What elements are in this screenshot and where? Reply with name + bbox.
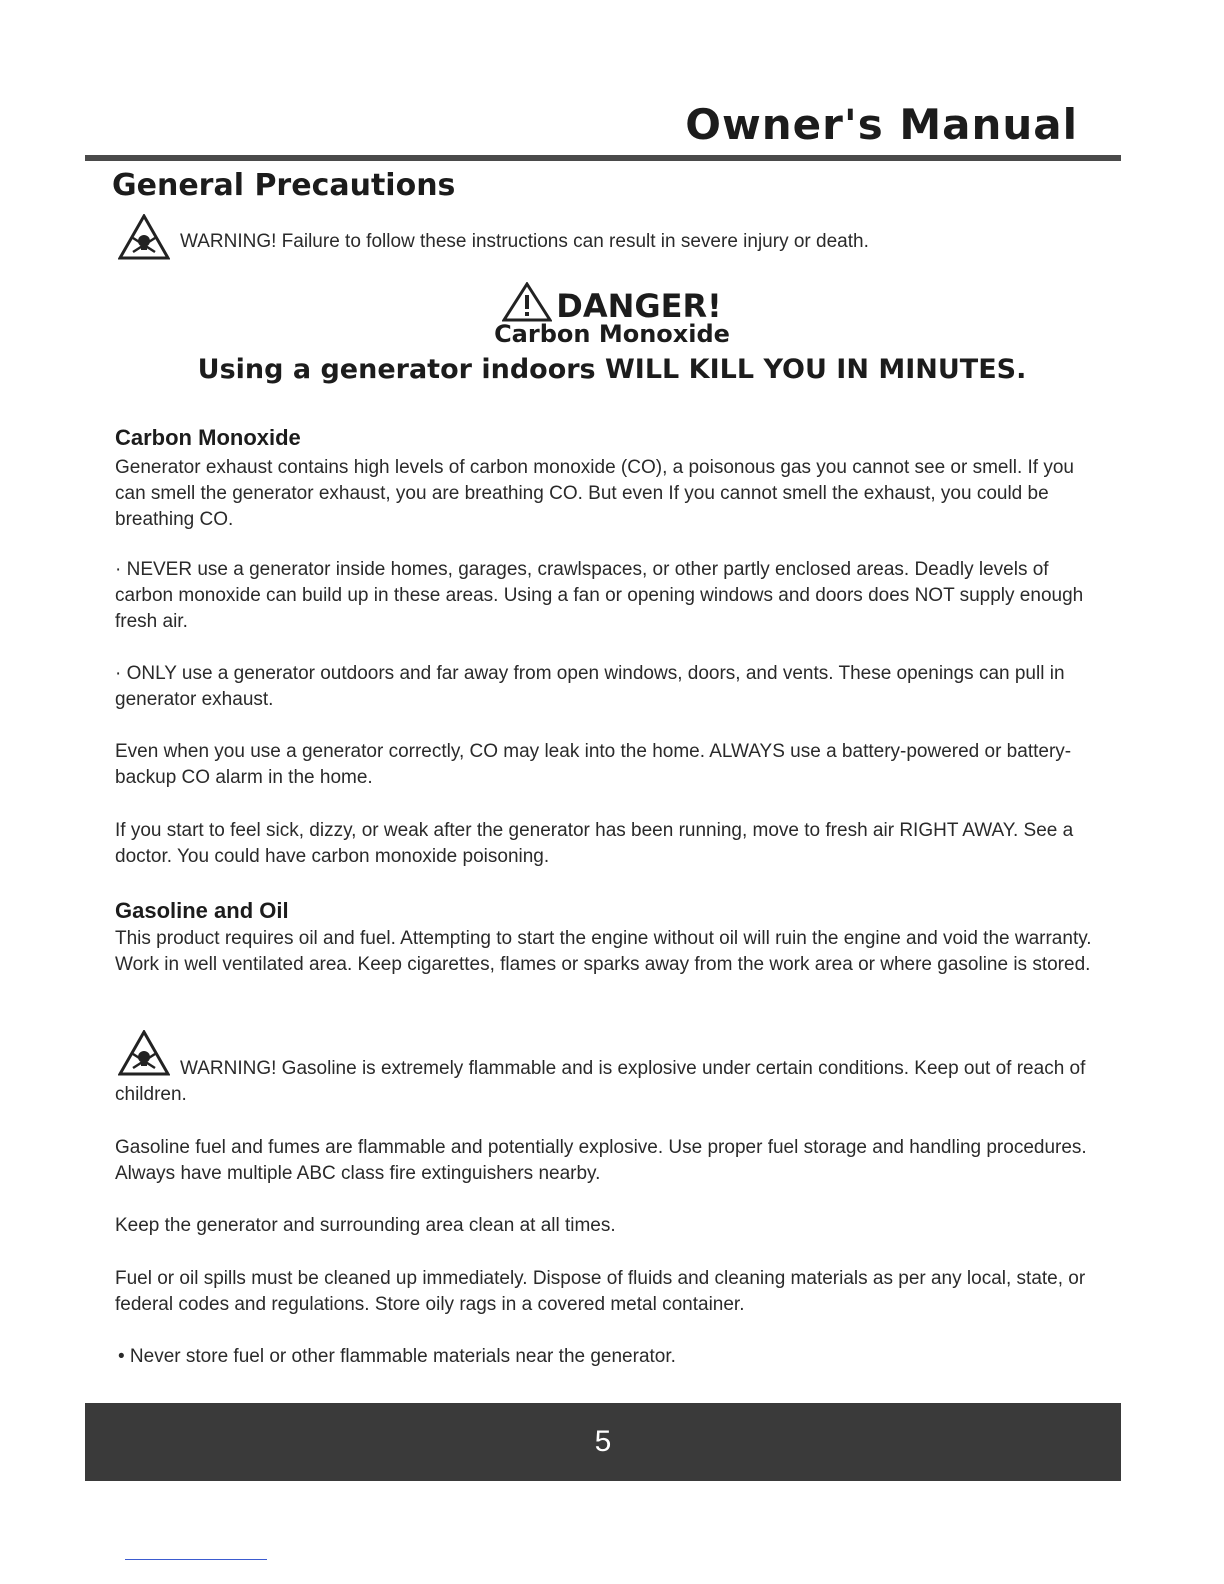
header-rule (85, 155, 1121, 161)
carbon-monoxide-heading: Carbon Monoxide (115, 425, 301, 450)
co-paragraph-1: Generator exhaust contains high levels of carbon monoxide (CO), a poisonous gas you cannot see or smell. If you can smell the generator exhaust, you are breathing CO. But even If you cannot smell the exhaust, you could be breathing CO. (115, 457, 1074, 530)
gasoline-bullet: • Never store fuel or other flammable materials near the generator. (118, 1346, 676, 1367)
danger-heading: DANGER! (556, 287, 722, 325)
co-paragraph-5: If you start to feel sick, dizzy, or weak after the generator has been running, move to fresh air RIGHT AWAY. See a doctor. You could have carbon monoxide poisoning. (115, 820, 1074, 867)
warning-text-top: WARNING! Failure to follow these instructions can result in severe injury or death. (180, 231, 869, 252)
danger-message: Using a generator indoors WILL KILL YOU IN MINUTES. (197, 354, 1027, 385)
section-title: General Precautions (112, 168, 456, 203)
manual-title: Owner's Manual (685, 100, 1078, 149)
gasoline-heading: Gasoline and Oil (115, 898, 289, 923)
danger-subtitle: Carbon Monoxide (494, 320, 730, 348)
warning-skull-icon (118, 214, 170, 265)
gasoline-paragraph-4: Fuel or oil spills must be cleaned up immediately. Dispose of fluids and cleaning materials as per any local, state, or federal codes and regulations. Store oily rags in a covered metal container. (115, 1268, 1086, 1315)
gasoline-paragraph-2: Gasoline fuel and fumes are flammable and potentially explosive. Use proper fuel storage and handling procedures. Always have multiple ABC class fire extinguishers nearby. (115, 1137, 1087, 1184)
gasoline-paragraph: This product requires oil and fuel. Attempting to start the engine without oil will ruin the engine and void the warranty. Work in well ventilated area. Keep cigarettes, flames or sparks away from the work area or where gasoline is stored. (115, 928, 1092, 975)
footer-bar (85, 1403, 1121, 1481)
co-paragraph-4: Even when you use a generator correctly, CO may leak into the home. ALWAYS use a battery-powered or battery-backup CO alarm in the home. (115, 741, 1072, 788)
co-paragraph-3: · ONLY use a generator outdoors and far away from open windows, doors, and vents. These openings can pull in generator exhaust. (115, 663, 1065, 710)
gasoline-warning-text: WARNING! Gasoline is extremely flammable and is explosive under certain conditions. Keep out of reach of children. (115, 1058, 1086, 1105)
page-number: 5 (594, 1425, 612, 1458)
gasoline-paragraph-3: Keep the generator and surrounding area clean at all times. (115, 1215, 616, 1236)
co-paragraph-2: · NEVER use a generator inside homes, garages, crawlspaces, or other partly enclosed areas. Deadly levels of carbon monoxide can build up in these areas. Using a fan or opening windows and doors does NOT supply enough fresh air. (115, 559, 1084, 632)
bottom-divider (125, 1559, 267, 1560)
